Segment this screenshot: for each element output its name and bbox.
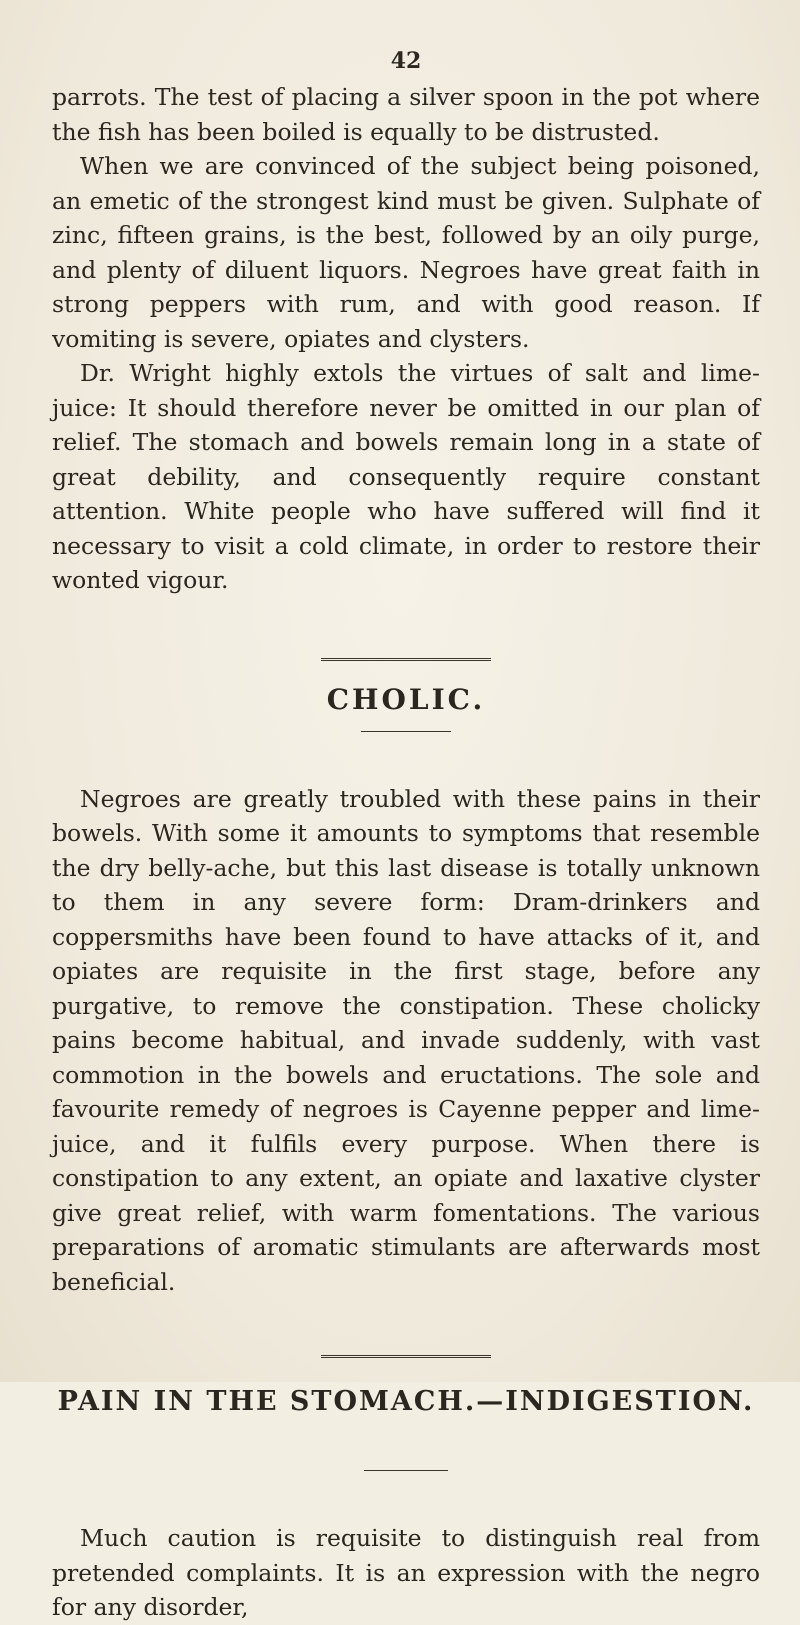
paragraph: When we are convinced of the subject being poisoned, an emetic of the strongest kind must be given. Sulphate of zinc, fifteen grains, is the best, followed by an oily purge, and plenty of diluent liquors. Negroes have great faith in strong peppers with rum, and with good reason. If vomiting is severe, opiates and clysters. — [52, 152, 760, 353]
heading-rule — [364, 1470, 448, 1471]
heading-rule — [361, 731, 451, 732]
page-number: 42 — [390, 48, 422, 74]
section-divider — [321, 1355, 491, 1358]
paragraph: Dr. Wright highly extols the virtues of salt and lime-juice: It should therefore never be omitted in our plan of relief. The stomach and bowels remain long in a state of great debility, and consequently require constant attention. White people who have suffered will find it necessary to visit a cold climate, in order to restore their wonted vigour. — [52, 359, 760, 594]
paragraph: Much caution is requisite to distinguish real from pretended complaints. It is an expression with the negro for any disorder, — [52, 1524, 760, 1621]
section-pain-in-stomach — [52, 1521, 760, 1625]
section-divider — [321, 658, 491, 661]
paragraph: Negroes are greatly troubled with these pains in their bowels. With some it amounts to symptoms that resemble the dry belly-ache, but this last disease is totally unknown to them in any severe form: Dram-drinkers and coppersmiths have been found to have attacks of it, and opiates are requisite in the first stage, before any purgative, to remove the constipation. These cholicky pains become habitual, and invade suddenly, with vast commotion in the bowels and eructations. The sole and favourite remedy of negroes is Cayenne pepper and lime-juice, and it fulfils every purpose. When there is constipation to any extent, an opiate and laxative clyster give great relief, with warm fomentations. The various preparations of aromatic stimulants are afterwards most beneficial. — [52, 784, 760, 1296]
section-cholic — [52, 782, 760, 1300]
section-heading: PAIN IN THE STOMACH.—INDIGESTION. — [57, 1386, 755, 1417]
section-heading: CHOLIC. — [326, 682, 486, 716]
section-poison-treatment — [52, 80, 760, 598]
paragraph: parrots. The test of placing a silver spoon in the pot where the fish has been boiled is equally to be distrusted. — [52, 83, 760, 146]
